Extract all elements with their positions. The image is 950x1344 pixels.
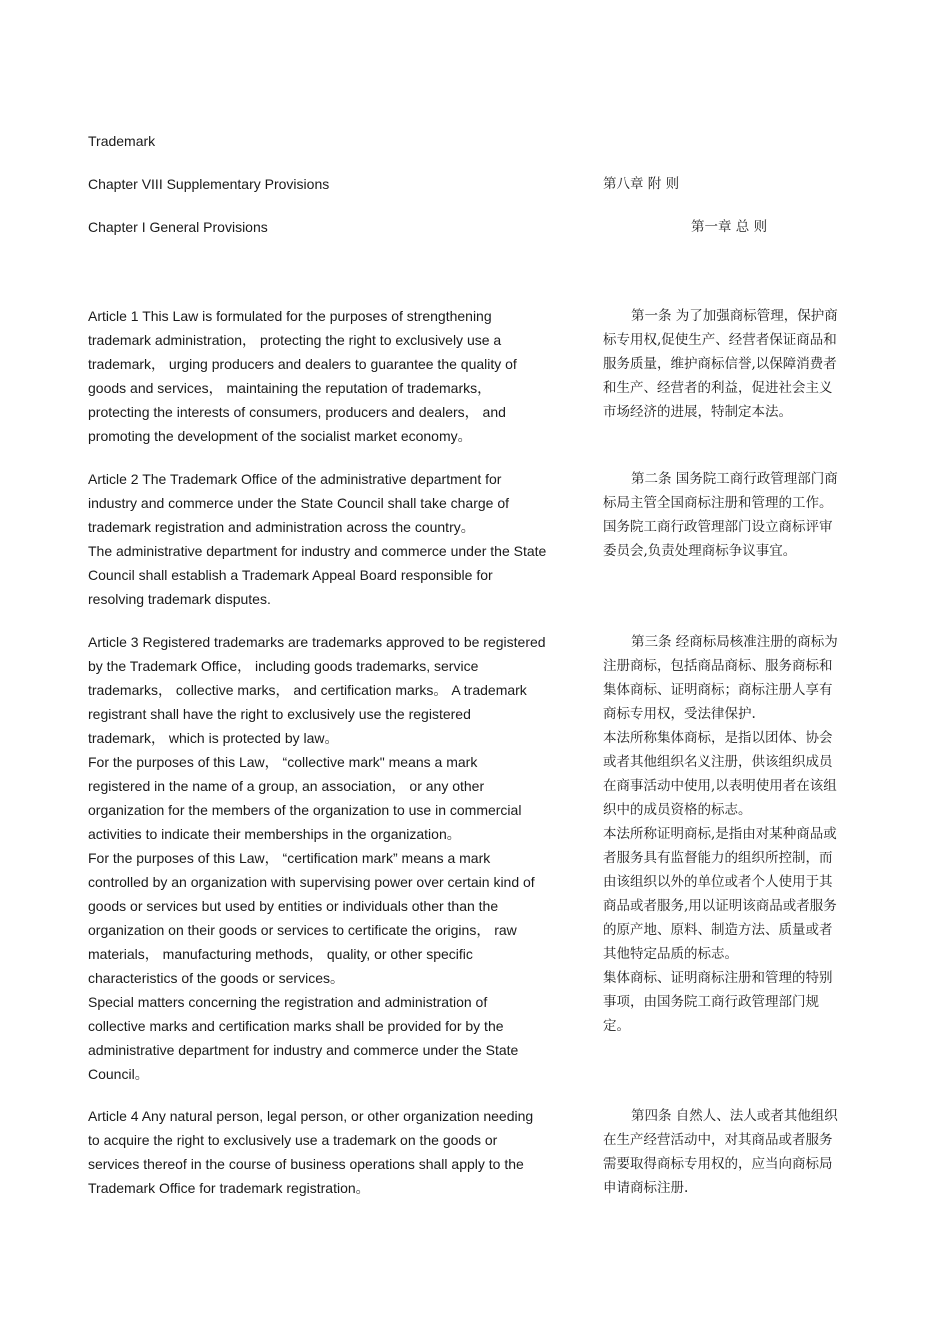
article-3-en-line: by the Trademark Office， including goods trademarks, service — [88, 658, 479, 674]
article-3-zh-line: 或者其他组织名义注册，供该组织成员 — [603, 754, 833, 770]
chapter-1-heading-zh: 第一章 总 则 — [691, 219, 768, 235]
article-4-zh-line: 第四条 自然人、法人或者其他组织 — [631, 1108, 838, 1124]
article-3-en-line: characteristics of the goods or services。 — [88, 970, 344, 986]
article-3-en-line: registrant shall have the right to exclusively use the registered — [88, 706, 471, 722]
article-4-en-line: Trademark Office for trademark registration。 — [88, 1180, 370, 1196]
chapter-8-heading-zh: 第八章 附 则 — [603, 176, 680, 192]
article-3-en-line: registered in the name of a group, an association， or any other — [88, 778, 485, 794]
article-3-zh-line: 商标专用权，受法律保护. — [603, 706, 756, 722]
article-3-zh-line: 本法所称集体商标，是指以团体、协会 — [603, 730, 833, 746]
article-2-en-line: trademark registration and administration across the country。 — [88, 519, 475, 535]
article-2-zh-line: 国务院工商行政管理部门设立商标评审 — [603, 519, 833, 535]
chapter-1-heading-en: Chapter I General Provisions — [88, 219, 268, 235]
article-1-en-line: promoting the development of the socialist market economy。 — [88, 428, 472, 444]
article-2-en-line: resolving trademark disputes. — [88, 591, 271, 607]
article-2-en-line: industry and commerce under the State Council shall take charge of — [88, 495, 510, 511]
article-1-en-line: protecting the interests of consumers, producers and dealers， and — [88, 404, 506, 420]
article-3-zh-line: 织中的成员资格的标志。 — [603, 802, 752, 818]
article-3-zh-line: 集体商标、证明商标；商标注册人享有 — [603, 682, 833, 698]
chapter-8-heading-en: Chapter VIII Supplementary Provisions — [88, 176, 330, 192]
article-3-en-line: activities to indicate their memberships in the organization。 — [88, 826, 461, 842]
article-4-en — [88, 1104, 560, 1200]
article-1-zh — [603, 304, 855, 424]
article-3-en-line: organization on their goods or services to certificate the origins， raw — [88, 922, 517, 938]
article-3-en-line: For the purposes of this Law， “collective mark" means a mark — [88, 754, 478, 770]
article-3-zh-line: 第三条 经商标局核准注册的商标为 — [631, 634, 838, 650]
article-2-zh-line: 第二条 国务院工商行政管理部门商 — [631, 471, 838, 487]
article-2-en-line: The administrative department for industry and commerce under the State — [88, 543, 547, 559]
article-1-en-line: goods and services， maintaining the reputation of trademarks， — [88, 380, 492, 396]
article-3-zh-line: 由该组织以外的单位或者个人使用于其 — [603, 874, 833, 890]
article-3-zh — [603, 630, 855, 1038]
article-4-en-line: Article 4 Any natural person, legal person, or other organization needing — [88, 1108, 534, 1124]
article-3-en — [88, 630, 560, 1086]
article-2-zh-line: 委员会,负责处理商标争议事宜。 — [603, 543, 797, 559]
article-3-zh-line: 注册商标，包括商品商标、服务商标和 — [603, 658, 833, 674]
article-4-en-line: services thereof in the course of business operations shall apply to the — [88, 1156, 524, 1172]
article-3-en-line: goods or services but used by entities or individuals other than the — [88, 898, 499, 914]
article-1-zh-line: 和生产、经营者的利益，促进社会主义 — [603, 380, 833, 396]
article-4-zh — [603, 1104, 855, 1200]
article-3-zh-line: 者服务具有监督能力的组织所控制，而 — [603, 850, 833, 866]
article-3-zh-line: 其他特定品质的标志。 — [603, 946, 738, 962]
article-3-en-line: Council。 — [88, 1066, 149, 1082]
article-1-zh-line: 第一条 为了加强商标管理，保护商 — [631, 308, 838, 324]
article-3-en-line: Special matters concerning the registration and administration of — [88, 994, 488, 1010]
article-1-en-line: trademark administration， protecting the right to exclusively use a — [88, 332, 502, 348]
article-3-en-line: collective marks and certification marks shall be provided for by the — [88, 1018, 504, 1034]
article-3-en-line: organization for the members of the organization to use in commercial — [88, 802, 522, 818]
article-2-zh — [603, 467, 855, 563]
article-3-en-line: materials， manufacturing methods， quality, or other specific — [88, 946, 473, 962]
article-2-en — [88, 467, 560, 611]
article-3-en-line: administrative department for industry and commerce under the State — [88, 1042, 519, 1058]
article-4-zh-line: 在生产经营活动中，对其商品或者服务 — [603, 1132, 833, 1148]
article-1-en-line: Article 1 This Law is formulated for the purposes of strengthening — [88, 308, 492, 324]
document-title: Trademark — [88, 133, 156, 149]
article-3-en-line: trademark， which is protected by law。 — [88, 730, 339, 746]
article-4-en-line: to acquire the right to exclusively use a trademark on the goods or — [88, 1132, 498, 1148]
article-2-zh-line: 标局主管全国商标注册和管理的工作。 — [603, 495, 833, 511]
article-3-zh-line: 的原产地、原料、制造方法、质量或者 — [603, 922, 833, 938]
article-3-zh-line: 事项，由国务院工商行政管理部门规 — [603, 994, 819, 1010]
article-3-zh-line: 在商事活动中使用,以表明使用者在该组 — [603, 778, 837, 794]
article-1-zh-line: 服务质量，维护商标信誉,以保障消费者 — [603, 356, 837, 372]
article-3-en-line: Article 3 Registered trademarks are trademarks approved to be registered — [88, 634, 546, 650]
article-4-zh-line: 申请商标注册. — [603, 1180, 689, 1196]
article-3-en-line: trademarks， collective marks， and certification marks。 A trademark — [88, 682, 527, 698]
article-2-en-line: Council shall establish a Trademark Appeal Board responsible for — [88, 567, 493, 583]
article-4-zh-line: 需要取得商标专用权的，应当向商标局 — [603, 1156, 833, 1172]
article-1-zh-line: 标专用权,促使生产、经营者保证商品和 — [603, 332, 837, 348]
article-3-zh-line: 商品或者服务,用以证明该商品或者服务 — [603, 898, 837, 914]
article-3-zh-line: 集体商标、证明商标注册和管理的特别 — [603, 970, 833, 986]
article-3-en-line: controlled by an organization with supervising power over certain kind of — [88, 874, 535, 890]
article-3-zh-line: 本法所称证明商标,是指由对某种商品或 — [603, 826, 837, 842]
article-1-en — [88, 304, 560, 448]
article-3-en-line: For the purposes of this Law， “certification mark” means a mark — [88, 850, 491, 866]
article-1-zh-line: 市场经济的进展，特制定本法。 — [603, 404, 792, 420]
article-2-en-line: Article 2 The Trademark Office of the administrative department for — [88, 471, 502, 487]
article-3-zh-line: 定。 — [603, 1018, 630, 1034]
article-1-en-line: trademark， urging producers and dealers to guarantee the quality of — [88, 356, 517, 372]
